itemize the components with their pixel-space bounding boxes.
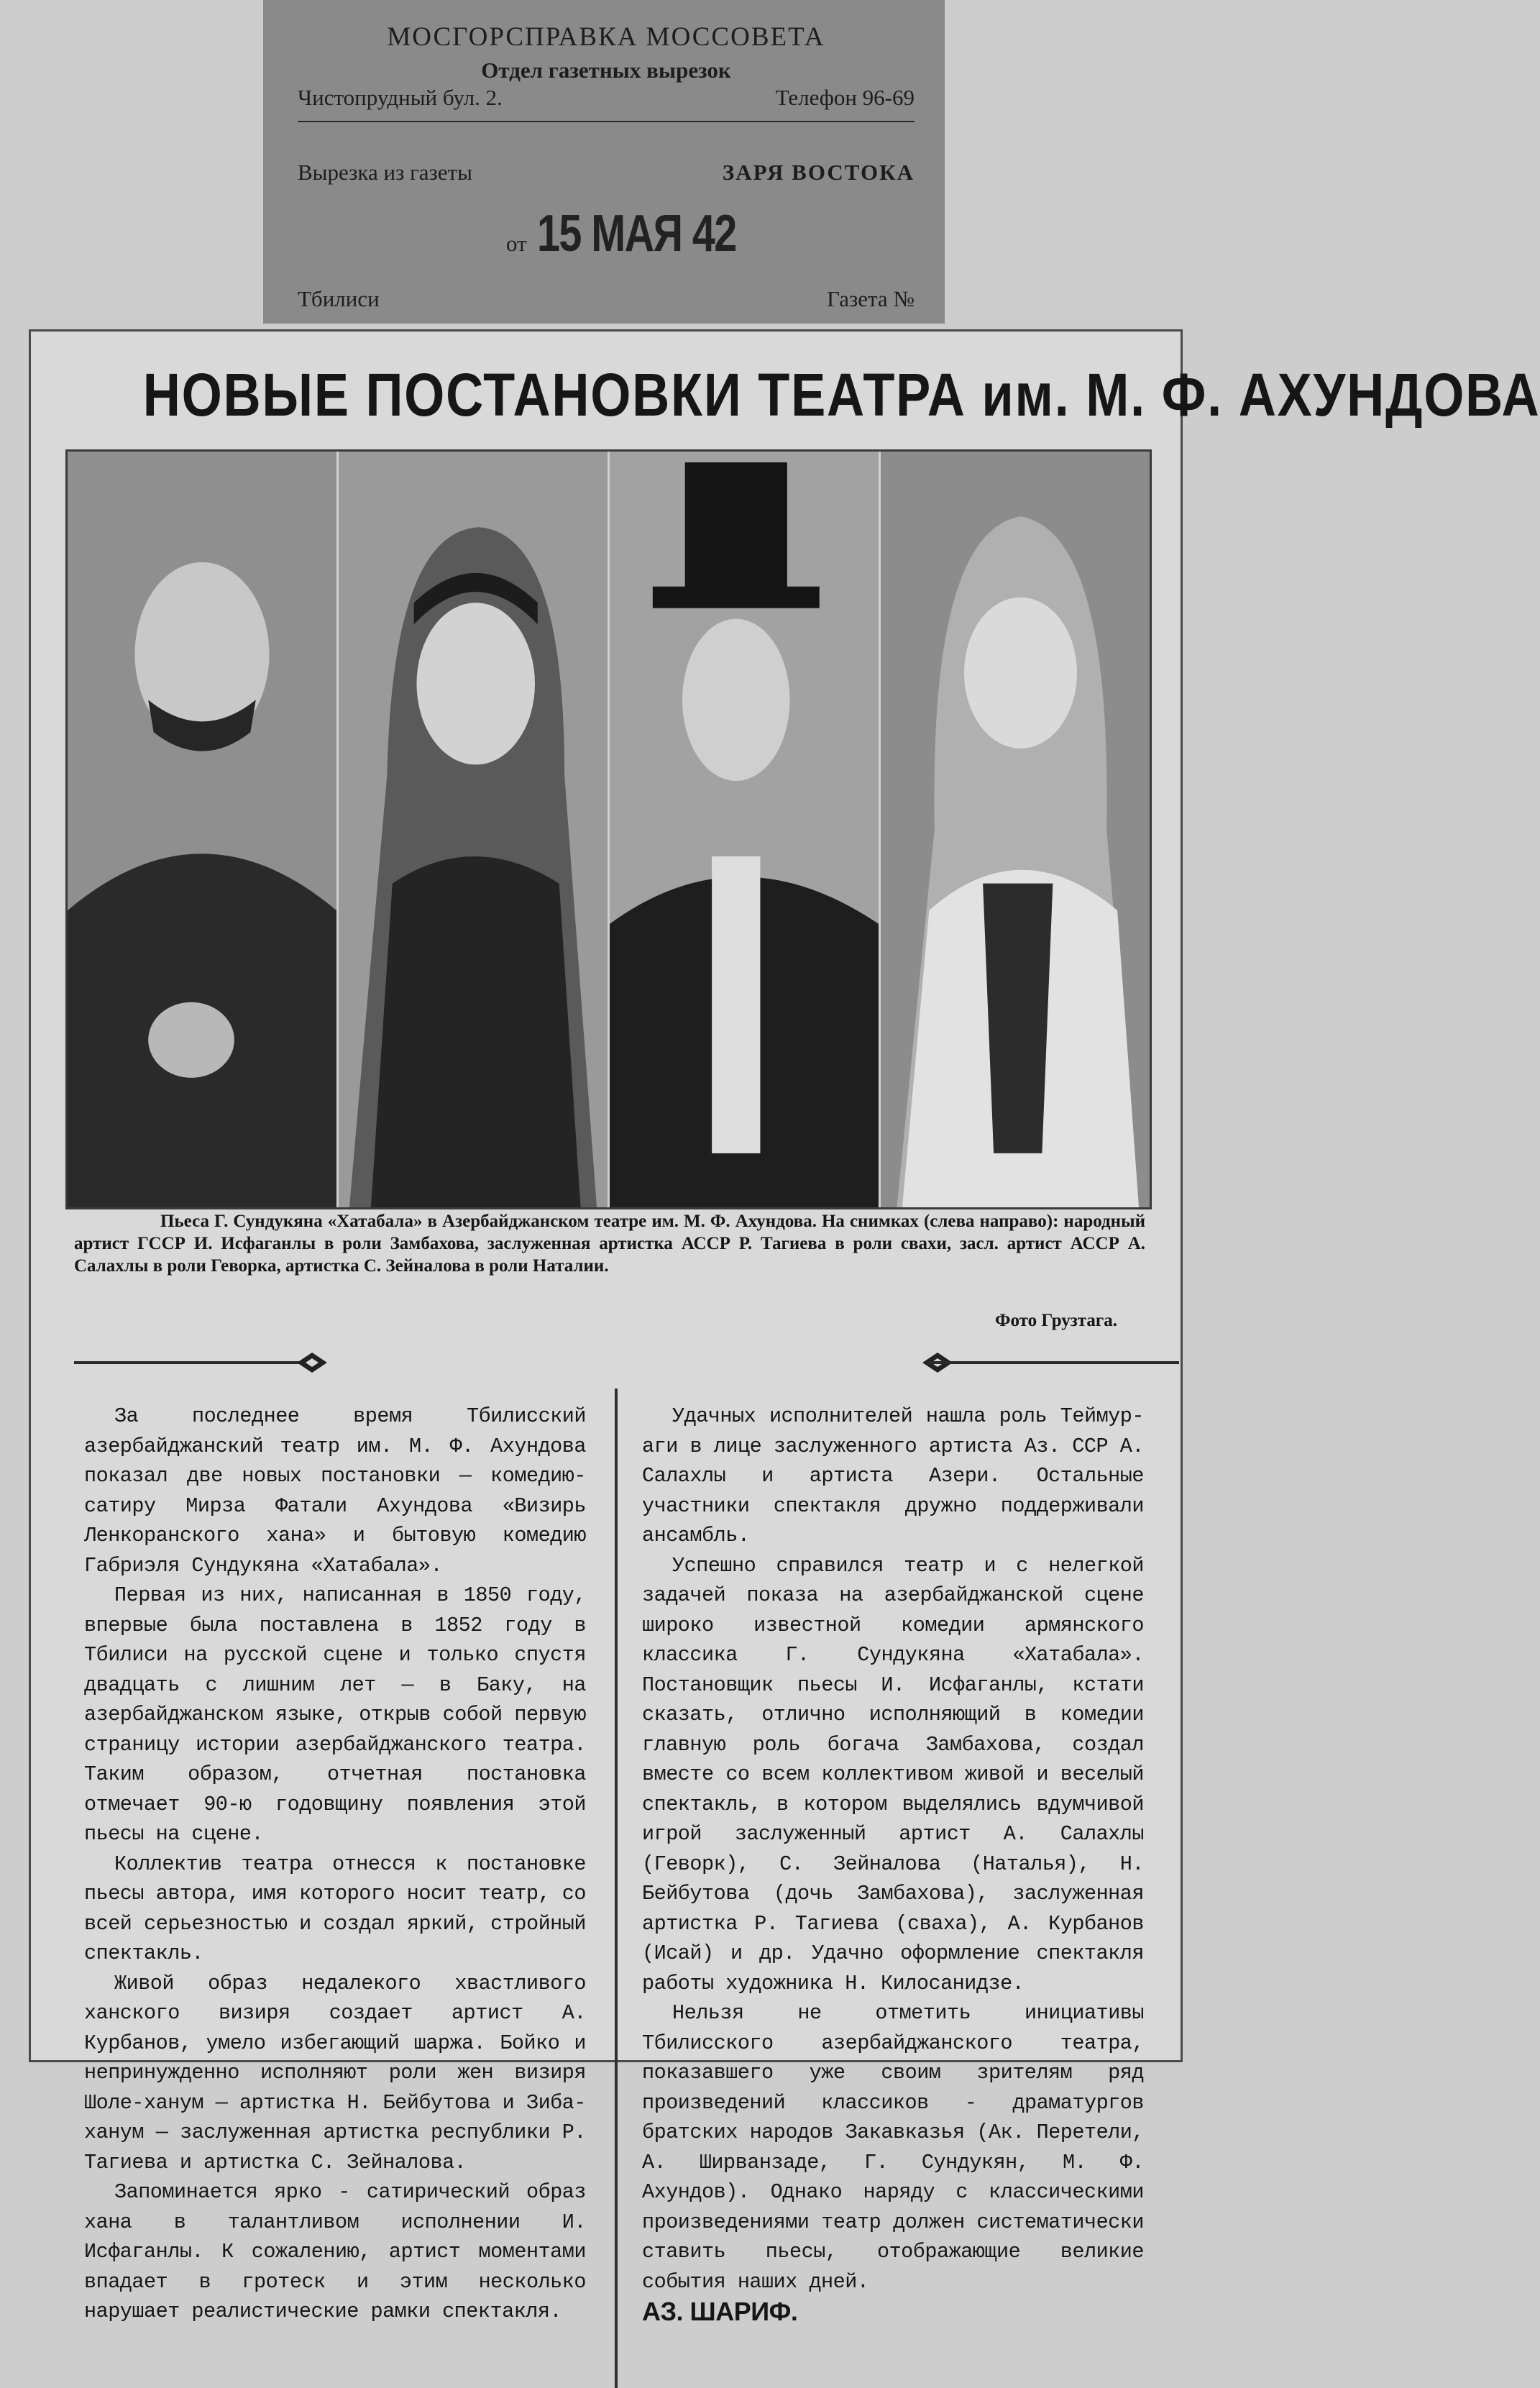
photo-actor-2 (339, 452, 610, 1207)
newspaper-clipping (29, 329, 1540, 2326)
paragraph: Нельзя не отметить инициативы Тбилисского азербайджанского театра, показавшего уже своим зрителям ряд произведений классиков - драматургов братских народов Закавказья (Ак. Перетели, А. Ширванзаде, Г. Сундукян, М. Ф. Ахундов). Однако наряду с классическими произведениями театр должен систематически ставить пьесы, отображающие великие события наших дней. (642, 2001, 1144, 2294)
date-stamp: 15 МАЯ 42 (536, 205, 736, 262)
address: Чистопрудный бул. 2. (298, 85, 503, 110)
address-row (298, 85, 915, 111)
photo-actor-3 (610, 452, 881, 1207)
issue-label: Газета № (827, 286, 915, 311)
date-row (298, 204, 915, 263)
paragraph: Удачных исполнителей нашла роль Теймур-аги в лице заслуженного артиста Аз. ССР А. Салахлы и артиста Азери. Остальные участники спектакля дружно поддерживали ансамбль. (642, 1404, 1144, 1547)
paragraph: Запоминается ярко - сатирический образ хана в талантливом исполнении И. Исфаганлы. К сожалению, артист моментами впадает в гротеск и этим несколько нарушает реалистические рамки спектакля. (84, 2180, 586, 2323)
column-rule (615, 1389, 618, 2388)
city: Тбилиси (298, 286, 380, 311)
source-label: Вырезка из газеты (298, 160, 472, 185)
paragraph: За последнее время Тбилисский азербайджанский театр им. М. Ф. Ахундова показал две новых постановки — комедию-сатиру Мирза Фатали Ахундова «Визирь Ленкоранского хана» и бытовую комедию Габриэля Сундукяна «Хатабала». (84, 1404, 586, 1578)
headline: НОВЫЕ ПОСТАНОВКИ ТЕАТРА им. М. Ф. АХУНДОВА (142, 361, 1540, 429)
ornament-left-icon (297, 1353, 327, 1373)
city-row (298, 286, 915, 312)
photo-credit: Фото Грузтага. (995, 1311, 1117, 1330)
date-prefix: от (506, 231, 527, 256)
article-column-right (642, 1401, 1144, 2327)
paragraph: Успешно справился театр и с нелегкой задачей показа на азербайджанской сцене широко известной комедии армянского классика Г. Сундукяна «Хатабала». Постановщик пьесы И. Исфаганлы, кстати сказать, отлично исполняющий в комедии главную роль богача Замбахова, создал вместе со всем коллективом живой и веселый спектакль, в котором выделялись вдумчивой игрой заслуженный артист А. Салахлы (Геворк), С. Зейналова (Наталья), Н. Бейбутова (дочь Замбахова), заслуженная артистка Р. Тагиева (сваха), А. Курбанов (Исай) и др. Удачно оформление спектакля работы художника Н. Килосанидзе. (642, 1553, 1144, 1995)
paragraph: Живой образ недалекого хвастливого ханского визиря создает артист А. Курбанов, умело избегающий шаржа. Бойко и непринужденно исполняют роли жен визиря Шоле-ханум — артистка Н. Бейбутова и Зиба-ханум — заслуженная артистка республики Р. Тагиева и артистка С. Зейналова. (84, 1971, 586, 2174)
clipping-service-label (263, 0, 945, 324)
phone: Телефон 96-69 (775, 85, 915, 110)
author-signature: АЗ. ШАРИФ. (642, 2297, 798, 2326)
org-name: МОСГОРСПРАВКА МОССОВЕТА (387, 22, 825, 52)
paragraph: Коллектив театра отнесся к постановке пьесы автора, имя которого носит театр, со всей серьезностью и создал яркий, стройный спектакль. (84, 1852, 586, 1965)
photo-actor-4 (881, 452, 1150, 1207)
divider-left (74, 1361, 314, 1364)
photo-caption: Пьеса Г. Сундукяна «Хатабала» в Азербайджанском театре им. М. Ф. Ахундова. На снимках (слева направо): народный артист ГССР И. Исфаганлы в роли Замбахова, заслуженная артистка АССР Р. Тагиева в роли свахи, засл. артист АССР А. Салахлы в роли Геворка, артистка С. Зейналова в роли Наталии. (74, 1212, 1145, 1276)
photo-strip (65, 449, 1152, 1209)
photo-actor-1 (68, 452, 339, 1207)
article-column-left (84, 1401, 586, 2327)
divider-right (927, 1361, 1179, 1364)
newspaper-name: ЗАРЯ ВОСТОКА (722, 160, 915, 185)
paragraph: Первая из них, написанная в 1850 году, впервые была поставлена в 1852 году в Тбилиси на русской сцене и только спустя двадцать с лишним лет — в Баку, на азербайджанском языке, открыв собой первую страницу истории азербайджанского театра. Таким образом, отчетная постановка отмечает 90-ю годовщину появления этой пьесы на сцене. (84, 1583, 586, 1846)
label-rule (298, 121, 915, 122)
source-row (298, 160, 915, 186)
department-name: Отдел газетных вырезок (481, 58, 731, 83)
